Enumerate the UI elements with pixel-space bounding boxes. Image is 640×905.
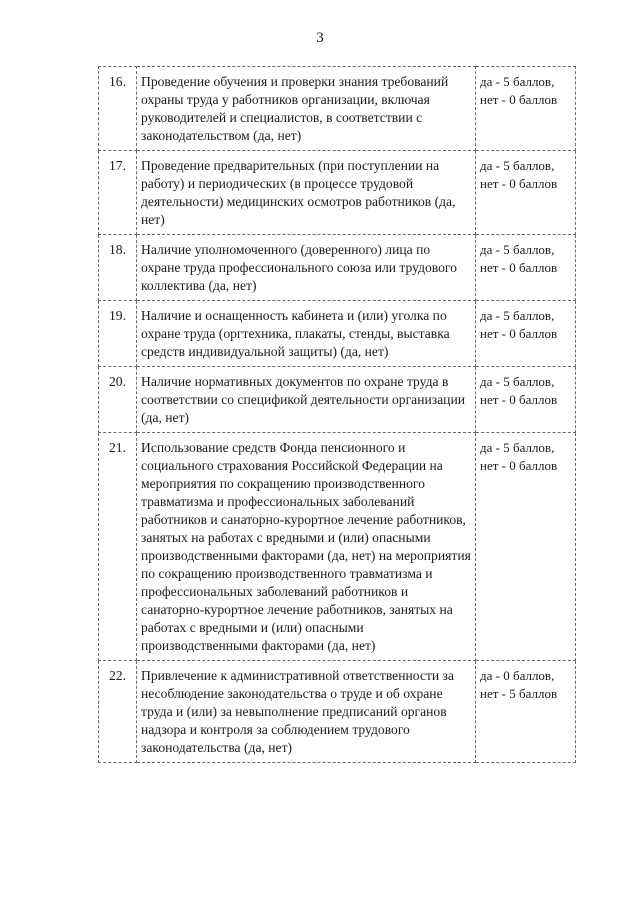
page-number: 3 — [316, 30, 324, 46]
criterion-text: Наличие и оснащенность кабинета и (или) уголка по охране труда (оргтехника, плакаты, стенды, выставка средств индивидуальной защиты) (да, нет) — [137, 301, 476, 367]
score-cell — [476, 367, 576, 433]
table-row — [99, 67, 576, 151]
score-no: нет - 5 баллов — [480, 686, 558, 701]
score-yes: да - 5 баллов, — [480, 374, 555, 389]
row-number: 22. — [99, 661, 137, 763]
row-number: 21. — [99, 433, 137, 661]
criteria-table — [98, 66, 576, 763]
score-no: нет - 0 баллов — [480, 92, 558, 107]
row-number: 19. — [99, 301, 137, 367]
score-cell — [476, 235, 576, 301]
table-row — [99, 367, 576, 433]
score-yes: да - 5 баллов, — [480, 74, 555, 89]
criterion-text: Наличие уполномоченного (доверенного) лица по охране труда профессионального союза или трудового коллектива (да, нет) — [137, 235, 476, 301]
table-row — [99, 151, 576, 235]
table-row — [99, 235, 576, 301]
score-yes: да - 5 баллов, — [480, 242, 555, 257]
score-yes: да - 0 баллов, — [480, 668, 555, 683]
criterion-text: Привлечение к административной ответственности за несоблюдение законодательства о труде и об охране труда и (или) за невыполнение предписаний органов надзора и контроля за соблюдением трудового законодательства (да, нет) — [137, 661, 476, 763]
criteria-table-body — [99, 67, 576, 763]
score-yes: да - 5 баллов, — [480, 440, 555, 455]
score-no: нет - 0 баллов — [480, 176, 558, 191]
score-yes: да - 5 баллов, — [480, 158, 555, 173]
score-cell — [476, 67, 576, 151]
table-row — [99, 661, 576, 763]
score-cell — [476, 301, 576, 367]
table-row — [99, 301, 576, 367]
score-cell — [476, 661, 576, 763]
row-number: 16. — [99, 67, 137, 151]
criterion-text: Проведение обучения и проверки знания требований охраны труда у работников организации, включая руководителей и специалистов, в соответствии с законодательством (да, нет) — [137, 67, 476, 151]
row-number: 20. — [99, 367, 137, 433]
score-no: нет - 0 баллов — [480, 326, 558, 341]
score-no: нет - 0 баллов — [480, 260, 558, 275]
table-row — [99, 433, 576, 661]
criterion-text: Наличие нормативных документов по охране труда в соответствии со спецификой деятельности организации (да, нет) — [137, 367, 476, 433]
score-yes: да - 5 баллов, — [480, 308, 555, 323]
score-no: нет - 0 баллов — [480, 458, 558, 473]
score-cell — [476, 151, 576, 235]
row-number: 17. — [99, 151, 137, 235]
row-number: 18. — [99, 235, 137, 301]
criterion-text: Проведение предварительных (при поступлении на работу) и периодических (в процессе трудовой деятельности) медицинских осмотров работников (да, нет) — [137, 151, 476, 235]
score-cell — [476, 433, 576, 661]
criterion-text: Использование средств Фонда пенсионного и социального страхования Российской Федерации на мероприятия по сокращению производственного травматизма и профессиональных заболеваний работников и санаторно-курортное лечение работников, занятых на работах с вредными и (или) опасными производственными факторами (да, нет) на мероприятия по сокращению производственного травматизма и профессиональных заболеваний работников и санаторно-курортное лечение работников, занятых на работах с вредными и (или) опасными производственными факторами (да, нет) — [137, 433, 476, 661]
score-no: нет - 0 баллов — [480, 392, 558, 407]
